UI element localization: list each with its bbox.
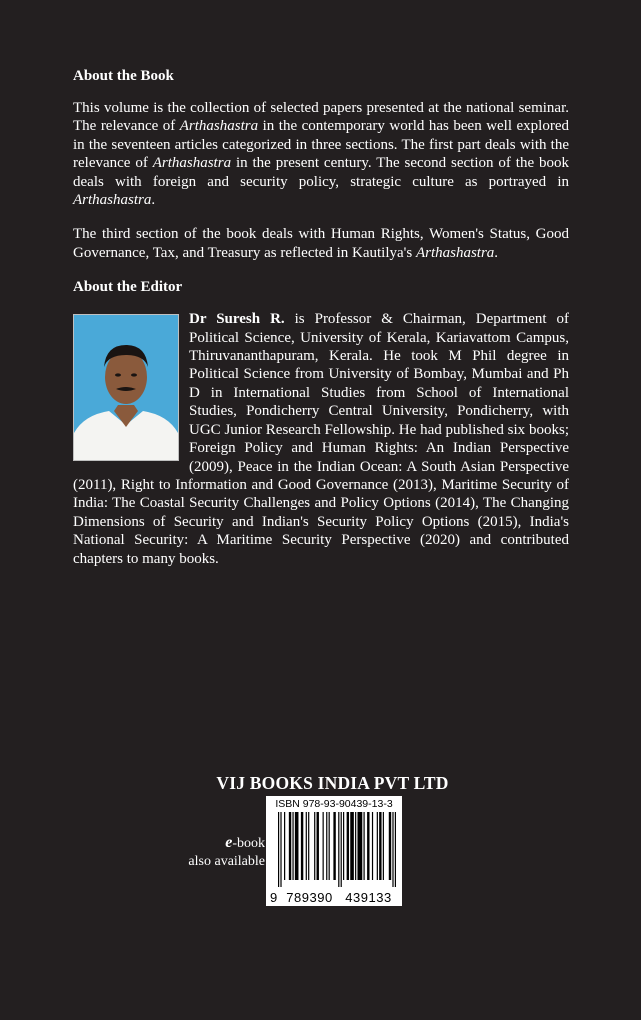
barcode-bar bbox=[363, 812, 364, 880]
barcode-bar bbox=[343, 812, 344, 880]
about-editor-heading: About the Editor bbox=[73, 279, 183, 296]
barcode-bar bbox=[392, 812, 393, 887]
isbn-digits: 9 789390 439133 bbox=[270, 890, 392, 905]
barcode-bar bbox=[326, 812, 327, 880]
isbn-label: ISBN 978-93-90439-13-3 bbox=[275, 798, 393, 810]
about-book-paragraph-2: The third section of the book deals with Human Rights, Women's Status, Good Governance, Tax, and Treasury as reflected in Kautilya's Arthashastra. bbox=[73, 226, 569, 261]
barcode-bar bbox=[355, 812, 356, 880]
about-book-paragraph-1: This volume is the collection of selected papers presented at the national seminar. The relevance of Arthashastra in the contemporary world has been well explored in the seventeen articles categorized in three sections. The first part deals with the relevance of Arthashastra in the present century. The second section of the book deals with foreign and security policy, strategic culture as portrayed in Arthashastra. bbox=[73, 100, 569, 209]
barcode-bar bbox=[377, 812, 378, 880]
barcode-bar bbox=[295, 812, 299, 880]
barcode-bar bbox=[350, 812, 354, 880]
back-cover-text bbox=[73, 67, 569, 568]
barcode-bar bbox=[278, 812, 279, 887]
barcode-bar bbox=[306, 812, 307, 880]
publisher-name: VIJ BOOKS INDIA PVT LTD bbox=[216, 773, 449, 793]
barcode-bar bbox=[301, 812, 303, 880]
barcode-bar bbox=[357, 812, 362, 880]
barcode-bar bbox=[389, 812, 391, 880]
barcode-bar bbox=[367, 812, 369, 880]
barcode-bar bbox=[338, 812, 339, 887]
ebook-e-glyph: e bbox=[225, 834, 233, 851]
barcode-bar bbox=[379, 812, 381, 880]
barcode-bar bbox=[333, 812, 335, 880]
barcode-bar bbox=[280, 812, 281, 887]
editor-section bbox=[73, 310, 569, 568]
barcode-bar bbox=[284, 812, 285, 880]
barcode-bar bbox=[317, 812, 319, 880]
editor-bio: Dr Suresh R. is Professor & Chairman, Department of Political Science, University of Kerala, Kariavattom Campus, Thiruvananthapuram, Kerala. He took M Phil degree in Political Science from University of Bombay, Mumbai and Ph D in International Studies from School of International Studies, Pondicherry Central University, Pondicherry, with UGC Junior Research Fellowship. He had published six books; Foreign Policy and Human Rights: An Indian Perspective (2009), Peace in the Indian Ocean: A South Asian Perspective (2011), Right to Information and Good Governance (2013), Maritime Security of India: The Coastal Security Challenges and Policy Options (2014), The Changing Dimensions of Security and Indian's Security Policy Options (2015), India's National Security: A Maritime Security Perspective (2020) and contributed chapters to many books. bbox=[73, 311, 569, 567]
barcode-bar bbox=[329, 812, 330, 880]
barcode-bar bbox=[395, 812, 396, 887]
barcode-bar bbox=[383, 812, 384, 880]
barcode-bar bbox=[323, 812, 324, 880]
editor-photo bbox=[73, 314, 179, 461]
barcode-bar bbox=[341, 812, 342, 887]
barcode-bar bbox=[372, 812, 373, 880]
ebook-note: e-book also available bbox=[188, 834, 265, 869]
barcode-bar bbox=[308, 812, 309, 880]
barcode-bars bbox=[278, 812, 396, 887]
barcode-bar bbox=[314, 812, 315, 880]
barcode-bar bbox=[292, 812, 293, 880]
about-book-heading: About the Book bbox=[73, 68, 174, 84]
barcode-bar bbox=[347, 812, 349, 880]
barcode-bar bbox=[289, 812, 291, 880]
isbn-barcode bbox=[266, 796, 402, 906]
